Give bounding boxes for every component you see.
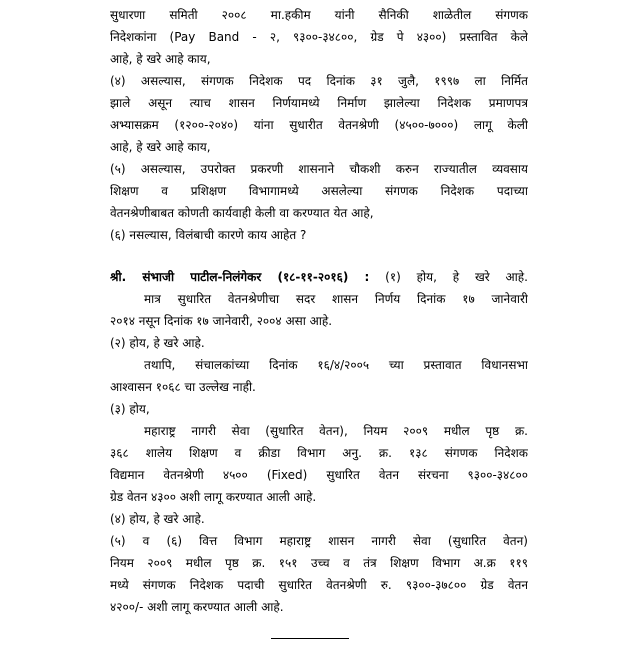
answer-text-line: आश्वासन १०६८ चा उल्लेख नाही.: [110, 380, 256, 394]
question-text-line: आहे, हे खरे आहे काय,: [110, 52, 211, 66]
answer-text-line: ग्रेड वेतन ४३०० अशी लागू करण्यात आली आहे.: [110, 490, 317, 504]
question-continuation: [110, 4, 528, 246]
section-gap: [110, 246, 528, 266]
question-text-line: शिक्षण व प्रशिक्षण विभागामध्ये असलेल्या संगणक निदेशक पदाच्या: [110, 184, 528, 198]
answer-first-line: [110, 266, 528, 288]
answer-text-line: ४२००/- अशी लागू करण्यात आली आहे.: [110, 600, 284, 614]
question-text-line: सुधारणा समिती २००८ मा.हकीम यांनी सैनिकी शाळेतील संगणक: [110, 8, 528, 22]
answer-text-line: महाराष्ट्र नागरी सेवा (सुधारित वेतन), नियम २००९ मधील पृष्ठ क्र.: [144, 424, 528, 438]
answer-speaker: श्री. संभाजी पाटील-निलंगेकर (१८-११-२०१६) :: [110, 270, 370, 284]
answer-text-line: विद्यमान वेतनश्रेणी ४५०० (Fixed) सुधारित वेतन संरचना ९३००-३४८००: [110, 468, 528, 482]
question-text-line: (४) असल्यास, संगणक निदेशक पद दिनांक ३१ जुलै, १९९७ ला निर्मित: [110, 74, 528, 88]
answer-text-line: (४) होय, हे खरे आहे.: [110, 512, 205, 526]
question-text-line: अभ्यासक्रम (१२००-२०४०) यांना सुधारीत वेतनश्रेणी (४५००-७०००) लागू केली: [110, 118, 528, 132]
question-text-line: निदेशकांना (Pay Band - २, ९३००-३४८००, ग्रेड पे ४३००) प्रस्तावित केले: [110, 30, 528, 44]
answer-body: [110, 288, 528, 618]
document-page: [110, 4, 528, 618]
answer-text-line: (५) व (६) वित्त विभाग महाराष्ट्र शासन नागरी सेवा (सुधारित वेतन): [110, 534, 528, 548]
question-text-line: (६) नसल्यास, विलंबाची कारणे काय आहेत ?: [110, 228, 307, 242]
question-text-line: आहे, हे खरे आहे काय,: [110, 140, 211, 154]
question-text-line: झाले असून त्याच शासन निर्णयामध्ये निर्माण झालेल्या निदेशक प्रमाणपत्र: [110, 96, 528, 110]
answer-text-line: नियम २००९ मधील पृष्ठ क्र. १५१ उच्च व तंत्र शिक्षण विभाग अ.क्र ११९: [110, 556, 528, 570]
answer-text-line: (३) होय,: [110, 402, 150, 416]
question-text-line: (५) असल्यास, उपरोक्त प्रकरणी शासनाने चौकशी करुन राज्यातील व्यवसाय: [110, 162, 528, 176]
end-separator-line: [271, 638, 349, 639]
answer-text-line: (२) होय, हे खरे आहे.: [110, 336, 205, 350]
answer-text-line: तथापि, संचालकांच्या दिनांक १६/४/२००५ च्या प्रस्तावात विधानसभा: [144, 358, 528, 372]
question-text-line: वेतनश्रेणीबाबत कोणती कार्यवाही केली वा करण्यात येत आहे,: [110, 206, 374, 220]
answer-text-line: मध्ये संगणक निदेशक पदाची सुधारित वेतनश्रेणी रु. ९३००-३७८०० ग्रेड वेतन: [110, 578, 528, 592]
answer-text-line: २०१४ नसून दिनांक १७ जानेवारी, २००४ असा आहे.: [110, 314, 333, 328]
answer-first-reply: (१) होय, हे खरे आहे.: [369, 270, 528, 284]
answer-text-line: ३६८ शालेय शिक्षण व क्रीडा विभाग अनु. क्र. १३८ संगणक निदेशक: [110, 446, 528, 460]
answer-text-line: मात्र सुधारित वेतनश्रेणीचा सदर शासन निर्णय दिनांक १७ जानेवारी: [144, 292, 528, 306]
